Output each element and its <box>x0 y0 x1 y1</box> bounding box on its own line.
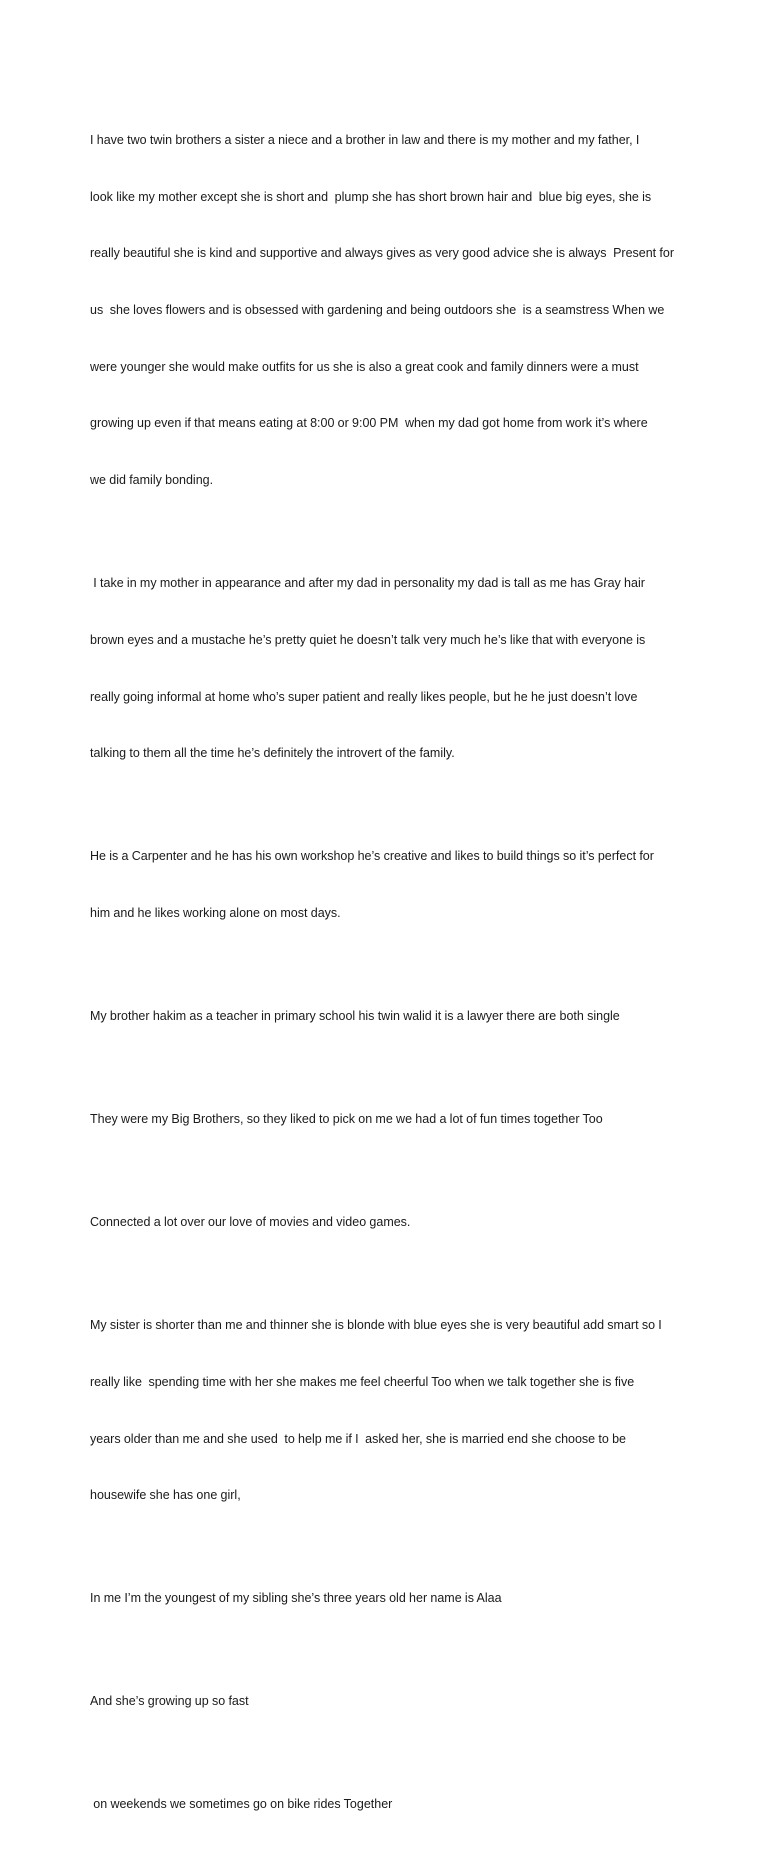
text-line: really going informal at home who’s super patient and really likes people, but he he just doesn’t love <box>90 689 638 704</box>
text-line: In me I’m the youngest of my sibling she’s three years old her name is Alaa <box>90 1591 502 1606</box>
text-line: really like spending time with her she makes me feel cheerful Too when we talk together she is five <box>90 1374 635 1389</box>
text-line: talking to them all the time he’s definitely the introvert of the family. <box>90 746 455 761</box>
text-line: brown eyes and a mustache he’s pretty quiet he doesn’t talk very much he’s like that with everyone is <box>90 632 646 647</box>
text-line: And she’s growing up so fast <box>90 1694 249 1709</box>
text-line: My brother hakim as a teacher in primary school his twin walid it is a lawyer there are both single <box>90 1009 620 1024</box>
text-line: My sister is shorter than me and thinner she is blonde with blue eyes she is very beautiful add smart so I <box>90 1318 662 1333</box>
text-line: I take in my mother in appearance and after my dad in personality my dad is tall as me has Gray hair <box>90 576 645 591</box>
text-line: really beautiful she is kind and supportive and always gives as very good advice she is always Present for <box>90 246 675 261</box>
text-line: growing up even if that means eating at 8:00 or 9:00 PM when my dad got home from work it’s where <box>90 416 648 431</box>
text-line: him and he likes working alone on most days. <box>90 906 341 921</box>
paragraph-big-brothers <box>90 1072 680 1167</box>
paragraph-youngest <box>90 1552 680 1647</box>
paragraph-growing-up <box>90 1655 680 1750</box>
paragraph-weekends <box>90 1758 680 1853</box>
paragraph-carpenter <box>90 810 680 961</box>
paragraph-family-mother <box>90 93 680 528</box>
text-line: I have two twin brothers a sister a niece and a brother in law and there is my mother and my father, I <box>90 132 640 147</box>
paragraph-movies <box>90 1175 680 1270</box>
text-line: we did family bonding. <box>90 473 214 488</box>
text-line: on weekends we sometimes go on bike rides Together <box>90 1797 393 1812</box>
text-line: He is a Carpenter and he has his own workshop he’s creative and likes to build things so it’s perfect for <box>90 849 654 864</box>
paragraph-father <box>90 536 680 801</box>
text-line: They were my Big Brothers, so they liked to pick on me we had a lot of fun times together Too <box>90 1112 603 1127</box>
text-line: were younger she would make outfits for us she is also a great cook and family dinners were a must <box>90 359 639 374</box>
text-line: Connected a lot over our love of movies and video games. <box>90 1215 411 1230</box>
text-line: years older than me and she used to help me if I asked her, she is married end she choose to be <box>90 1431 626 1446</box>
paragraph-brothers <box>90 969 680 1064</box>
text-line: housewife she has one girl, <box>90 1488 241 1503</box>
paragraph-sister <box>90 1278 680 1543</box>
text-line: us she loves flowers and is obsessed with gardening and being outdoors she is a seamstress When we <box>90 302 665 317</box>
text-line: look like my mother except she is short and plump she has short brown hair and blue big eyes, she is <box>90 189 652 204</box>
document-body <box>90 93 680 1861</box>
